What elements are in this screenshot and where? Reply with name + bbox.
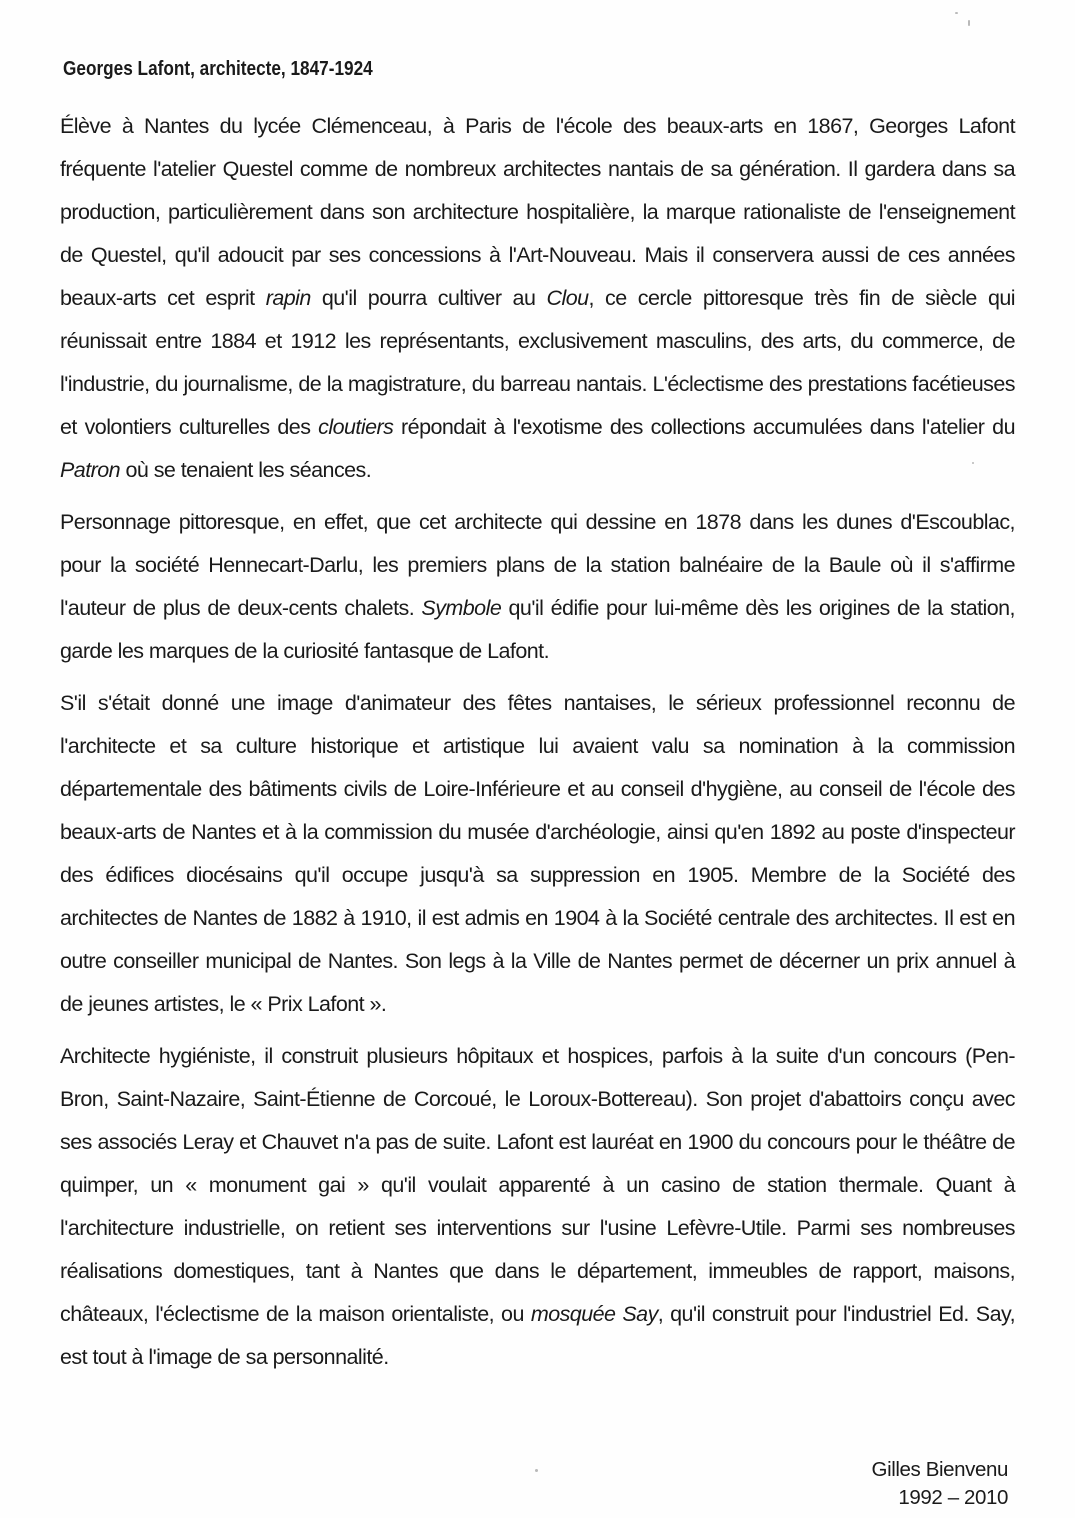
paragraph-text: , qu'il construit pour l'industriel Ed. Say, est tout à l'image de sa personnalité. xyxy=(60,1302,1016,1369)
signature-years: 1992 – 2010 xyxy=(898,1486,1008,1509)
italic-term: Patron xyxy=(60,458,121,482)
paragraph-text: Élève à Nantes du lycée Clémenceau, à Paris de l'école des beaux-arts en 1867, Georges Lafont fréquente l'atelier Questel comme de nombreux architectes nantais de sa génération. Il gardera dans sa production, particulièrement dans son architecture hospitalière, la marque rationaliste de l'enseignement de Questel, qu'il adoucit par ses concessions à l'Art-Nouveau. Mais il conservera aussi de ces années beaux-arts cet esprit xyxy=(60,114,1015,310)
paragraph-text: qu'il pourra cultiver au xyxy=(310,286,547,310)
scan-speck xyxy=(535,1469,538,1472)
document-body xyxy=(60,54,1015,1388)
scan-speck xyxy=(972,462,974,464)
document-title: Georges Lafont, architecte, 1847-1924 xyxy=(63,58,373,80)
paragraph-text: répondait à l'exotisme des collections accumulées dans l'atelier du xyxy=(393,415,1015,439)
italic-term: cloutiers xyxy=(318,415,394,439)
italic-term: rapin xyxy=(265,286,311,310)
paragraph-text: qu'il édifie pour lui-même dès les origines de la station, garde les marques de la curiosité fantasque de Lafont. xyxy=(60,596,1015,663)
scan-speck xyxy=(968,20,970,26)
paragraph-text: S'il s'était donné une image d'animateur des fêtes nantaises, le sérieux professionnel reconnu de l'architecte et sa culture historique et artistique lui avaient valu sa nomination à la commission départementale des bâtiments civils de Loire-Inférieure et au conseil d'hygiène, au conseil de l'école des beaux-arts de Nantes et à la commission du musée d'archéologie, ainsi qu'en 1892 au poste d'inspecteur des édifices diocésains qu'il occupe jusqu'à sa suppression en 1905. Membre de la Société des architectes de Nantes de 1882 à 1910, il est admis en 1904 à la Société centrale des architectes. Il est en outre conseiller municipal de Nantes. Son legs à la Ville de Nantes permet de décerner un prix annuel à de jeunes artistes, le « Prix Lafont ». xyxy=(60,691,1015,1016)
paragraph-text: Architecte hygiéniste, il construit plusieurs hôpitaux et hospices, parfois à la suite d'un concours (Pen-Bron, Saint-Nazaire, Saint-Étienne de Corcoué, le Loroux-Bottereau). Son projet d'abattoirs conçu avec ses associés Leray et Chauvet n'a pas de suite. Lafont est lauréat en 1900 du concours pour le théâtre de quimper, un « monument gai » qu'il voulait apparenté à un casino de station thermale. Quant à l'architecture industrielle, on retient ses interventions sur l'usine Lefèvre-Utile. Parmi ses nombreuses réalisations domestiques, tant à Nantes que dans le département, immeubles de rapport, maisons, châteaux, l'éclectisme de la maison orientaliste, ou xyxy=(60,1044,1015,1326)
paragraph-text: où se tenaient les séances. xyxy=(120,458,372,482)
italic-term: Symbole xyxy=(421,596,502,620)
signature-block xyxy=(872,1456,1008,1512)
scan-speck xyxy=(955,12,958,14)
body-paragraph xyxy=(60,1035,1015,1379)
signature-author: Gilles Bienvenu xyxy=(871,1458,1008,1481)
body-paragraph xyxy=(60,501,1015,673)
paragraph-text: , ce cercle pittoresque très fin de siècle qui réunissait entre 1884 et 1912 les représentants, exclusivement masculins, des arts, du commerce, de l'industrie, du journalisme, de la magistrature, du barreau nantais. L'éclectisme des prestations facétieuses et volontiers culturelles des xyxy=(60,286,1015,439)
italic-term: mosquée Say xyxy=(530,1302,658,1326)
italic-term: Clou xyxy=(546,286,589,310)
body-paragraph xyxy=(60,682,1015,1026)
body-paragraph xyxy=(60,105,1015,492)
paragraph-container xyxy=(60,105,1015,1379)
paragraph-text: Personnage pittoresque, en effet, que cet architecte qui dessine en 1878 dans les dunes d'Escoublac, pour la société Hennecart-Darlu, les premiers plans de la station balnéaire de la Baule où il s'affirme l'auteur de plus de deux-cents chalets. xyxy=(60,510,1015,620)
